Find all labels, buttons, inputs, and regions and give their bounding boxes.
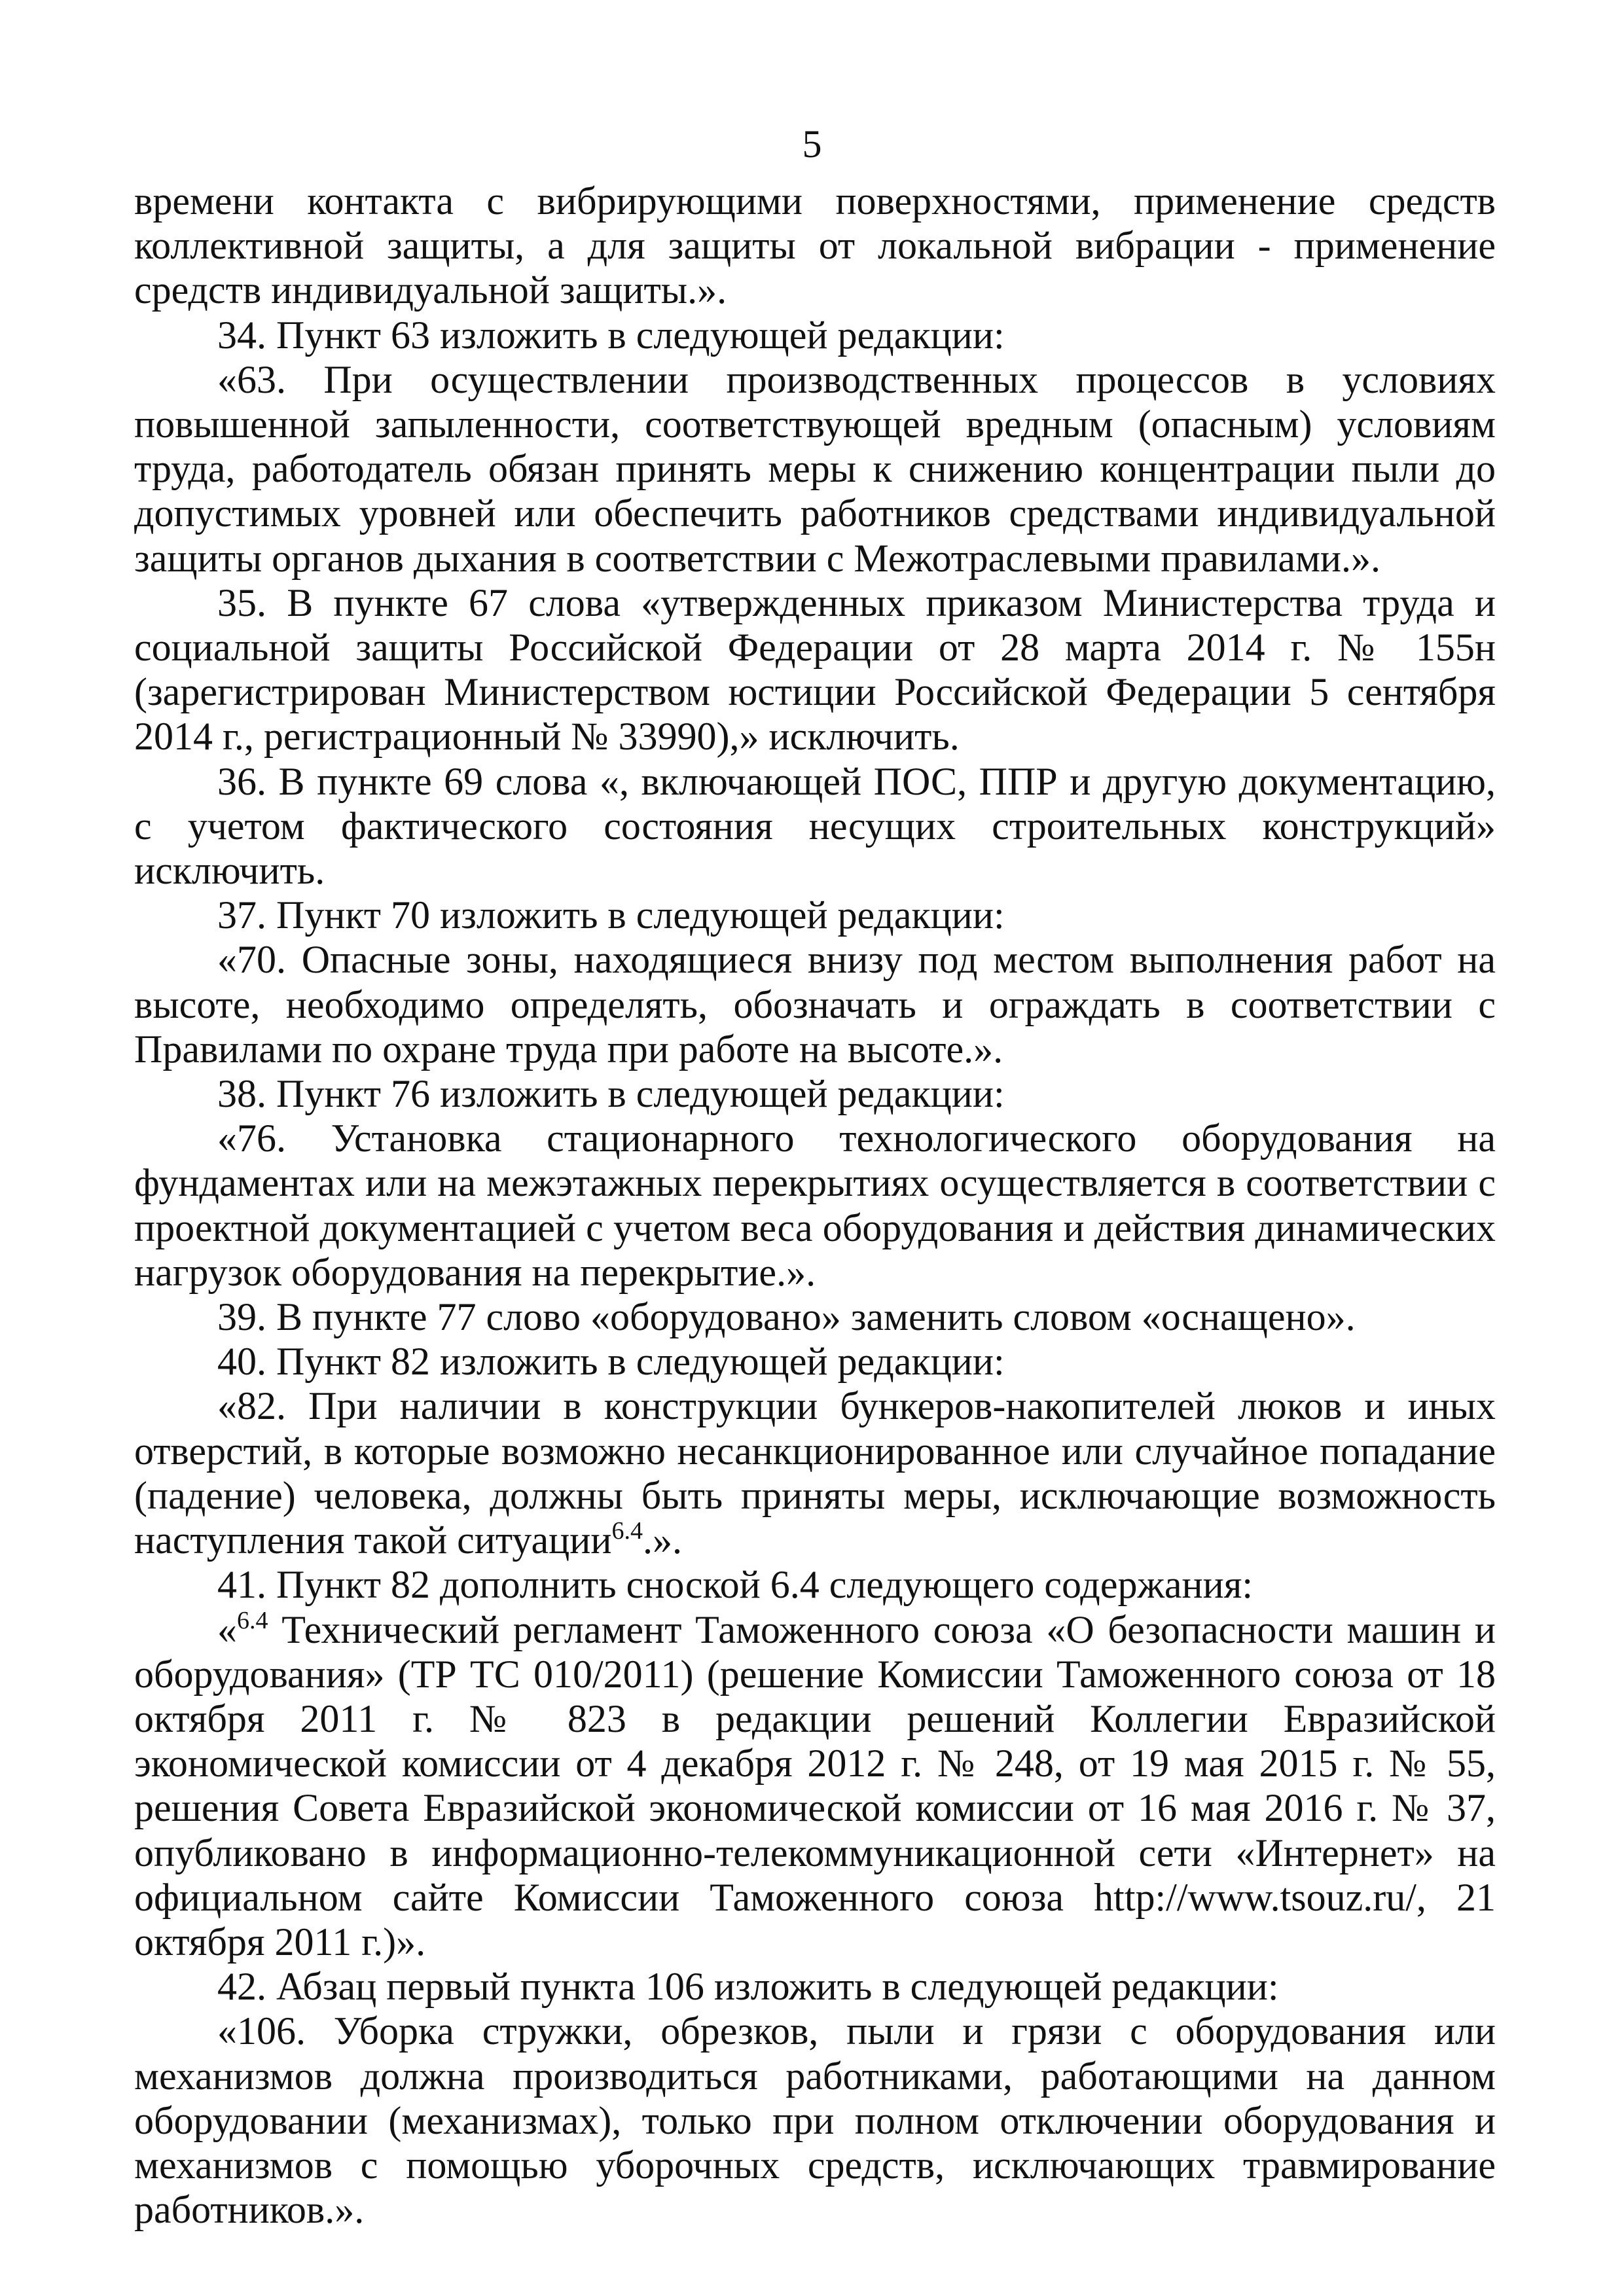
paragraph-quote-106: «106. Уборка стружки, обрезков, пыли и грязи с оборудования или механизмов должна производиться работниками, работающими на данном оборудовании (механизмах), только при полном отключении оборудования и механизмов с помощью уборочных средств, исключающих травмирование работников.». xyxy=(134,2009,1496,2232)
paragraph-item-36: 36. В пункте 69 слова «, включающей ПОС, ППР и другую документацию, с учетом фактического состояния несущих строительных конструкций» исключить. xyxy=(134,759,1496,893)
footnote-marker: 6.4 xyxy=(237,1606,268,1634)
paragraph-item-41: 41. Пункт 82 дополнить сноской 6.4 следующего содержания: xyxy=(217,1563,1254,1607)
paragraph-item-40: 40. Пункт 82 изложить в следующей редакции: xyxy=(217,1340,1005,1384)
paragraph-item-37: 37. Пункт 70 изложить в следующей редакции: xyxy=(217,893,1005,937)
footnote-body: Технический регламент Таможенного союза «О безопасности машин и оборудования» (ТР ТС 010/2011) (решение Комиссии Таможенного союза от 18 октября 2011 г. № 823 в редакции решений Коллегии Евразийской экономической комиссии от 4 декабря 2012 г. № 248, от 19 мая 2015 г. № 55, решения Совета Евразийской экономической комиссии от 16 мая 2016 г. № 37, опубликовано в информационно-телекоммуникационной сети «Интернет» на официальном сайте Комиссии Таможенного союза http://www.tsouz.ru/, 21 октября 2011 г.)». xyxy=(134,1607,1496,1964)
paragraph-item-39: 39. В пункте 77 слово «оборудовано» заменить словом «оснащено». xyxy=(217,1295,1356,1339)
page-number: 5 xyxy=(802,122,822,166)
paragraph-item-35: 35. В пункте 67 слова «утвержденных приказом Министерства труда и социальной защиты Российской Федерации от 28 марта 2014 г. № 155н (зарегистрирован Министерством юстиции Российской Федерации 5 сентября 2014 г., регистрационный № 33990),» исключить. xyxy=(134,581,1496,759)
paragraph-quote-70: «70. Опасные зоны, находящиеся внизу под местом выполнения работ на высоте, необходимо определять, обозначать и ограждать в соответствии с Правилами по охране труда при работе на высоте.». xyxy=(134,938,1496,1071)
quote-82-text: «82. При наличии в конструкции бункеров-накопителей люков и иных отверстий, в которые возможно несанкционированное или случайное попадание (падение) человека, должны быть приняты меры, исключающие возможность наступления такой ситуации xyxy=(134,1384,1496,1562)
footnote-ref-marker: 6.4 xyxy=(611,1517,643,1545)
paragraph-quote-76: «76. Установка стационарного технологического оборудования на фундаментах или на межэтажных перекрытиях осуществляется в соответствии с проектной документацией с учетом веса оборудования и действия динамических нагрузок оборудования на перекрытие.». xyxy=(134,1117,1496,1294)
paragraph-item-38: 38. Пункт 76 изложить в следующей редакции: xyxy=(217,1072,1005,1116)
paragraph-quote-82 xyxy=(134,1384,1496,1562)
paragraph-item-34: 34. Пункт 63 изложить в следующей редакции: xyxy=(217,313,1005,357)
quote-82-closing: .». xyxy=(642,1518,682,1562)
paragraph-footnote-text xyxy=(134,1607,1496,1965)
paragraph-continuation: времени контакта с вибрирующими поверхностями, применение средств коллективной защиты, а для защиты от локальной вибрации - применение средств индивидуальной защиты.». xyxy=(134,179,1496,312)
paragraph-quote-63: «63. При осуществлении производственных процессов в условиях повышенной запыленности, соответствующей вредным (опасным) условиям труда, работодатель обязан принять меры к снижению концентрации пыли до допустимых уровней или обеспечить работников средствами индивидуальной защиты органов дыхания в соответствии с Межотраслевыми правилами.». xyxy=(134,357,1496,580)
document-body xyxy=(134,179,1496,2232)
paragraph-item-42: 42. Абзац первый пункта 106 изложить в следующей редакции: xyxy=(217,1965,1279,2009)
footnote-open-quote: « xyxy=(217,1607,237,1651)
